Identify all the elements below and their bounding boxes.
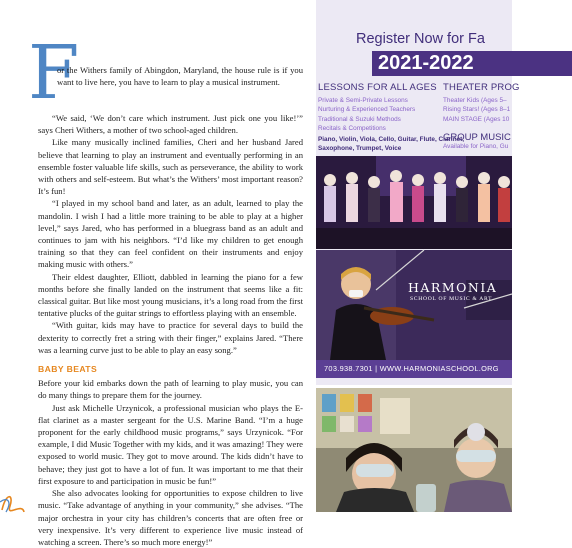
article-paragraph: She also advocates looking for opportunities to expose children to live music. “Take advantage of anything in your community,” she advises. “The major orchestra in your city has children’s concerts that are often free or very inexpensive. It’s very different to experience live music instead of watching a screen. There’s so much more energy!” xyxy=(38,488,303,547)
list-item: Theater Kids (Ages 5– xyxy=(443,97,507,104)
contact-bar xyxy=(316,360,512,378)
instruments-list: Piano, Violin, Viola, Cello, Guitar, Flute, Clarinet, Saxophone, Trumpet, Voice xyxy=(318,136,465,153)
article-paragraph: Just ask Michelle Urzynicok, a professional musician who plays the E-flat clarinet as a master sergeant for the U.S. Marine Band. “I’m a huge proponent for the early childhood music programs,” says Urzynicok. “For example, I did Music Together with my kids, and it was amazing! They were exposed to world music. They got to move around. The kids didn’t have to behave; they just got to have a lot of fun. It was important to me that their first exposure to and participation in music be fun!” xyxy=(38,402,303,486)
list-item: Rising Stars! (Ages 8–1 xyxy=(443,106,511,114)
group-music-heading: GROUP MUSIC xyxy=(443,132,511,143)
section-subhead: BABY BEATS xyxy=(38,364,98,375)
theater-list xyxy=(443,96,510,124)
group-music-subtext: Available for Piano, Gu xyxy=(443,143,509,150)
list-item: Nurturing & Experienced Teachers xyxy=(318,106,416,114)
lessons-list xyxy=(318,96,415,134)
drop-cap: F xyxy=(28,30,80,116)
article-body xyxy=(38,112,303,548)
article-paragraph: Their eldest daughter, Elliott, dabbled in learning the piano for a few months before she finally landed on the instrument that seems like a fit: classical guitar. But like most young musicians, it’s a long road from the first tentative plucks of the guitar strings to effortless playing with an ensemble. xyxy=(38,271,303,319)
article-paragraph: “I played in my school band and later, as an adult, learned to play the mandolin. I wish I had a little more training to be able to play at a higher level,” says Jared, who has performed in a bluegrass band as an adult and continues to jam with his neighbors. “I’d like my children to get enough training so that they can feel confident on their instruments and enjoy making music with others.” xyxy=(38,198,303,270)
ad-headline: Register Now for Fa xyxy=(356,31,485,47)
article-paragraph: “With guitar, kids may have to practice for several days to build the dexterity to correctly fret a string with their finger,” explains Jared. “There was a learning curve just to be able to play an easy song.” xyxy=(38,320,303,355)
theater-heading: THEATER PROG xyxy=(443,82,520,93)
logo-subtitle: SCHOOL OF MUSIC & ART xyxy=(410,296,493,302)
classroom-science-photo xyxy=(316,388,512,512)
article-paragraph: Before your kid embarks down the path of learning to play music, you can do many things to prepare them for the journey. xyxy=(38,378,303,401)
article-intro: or the Withers family of Abingdon, Maryland, the house rule is if you want to live here, you have to learn to play a musical instrument. xyxy=(57,65,303,88)
list-item: Traditional & Suzuki Methods xyxy=(318,115,401,123)
logo-name: HARMONIA xyxy=(408,280,498,295)
article-paragraph: Like many musically inclined families, Cheri and her husband Jared believe that learning to play an instrument and eventually performing in an ensemble foster valuable life skills, such as perseverance, the ability to work with others and self-esteem. But what’s the Withers’ most important reason? It’s fun! xyxy=(38,137,303,197)
harmonia-logo xyxy=(408,280,512,310)
contact-info: 703.938.7301 | WWW.HARMONIASCHOOL.ORG xyxy=(324,364,499,373)
stage-performance-photo xyxy=(316,156,512,249)
lessons-heading: LESSONS FOR ALL AGES xyxy=(318,82,437,93)
ad-year: 2021-2022 xyxy=(378,52,474,74)
article-paragraph: “We said, ‘We don’t care which instrument. Just pick one you like!’” says Cheri Withers, a mother of two school-aged children. xyxy=(38,113,303,136)
harmonia-ad xyxy=(316,0,520,385)
list-item: MAIN STAGE (Ages 10 xyxy=(443,115,510,123)
list-item: Recitals & Competitions xyxy=(318,125,386,133)
decorative-swash-icon xyxy=(0,472,40,512)
list-item: Private & Semi-Private Lessons xyxy=(318,97,408,104)
